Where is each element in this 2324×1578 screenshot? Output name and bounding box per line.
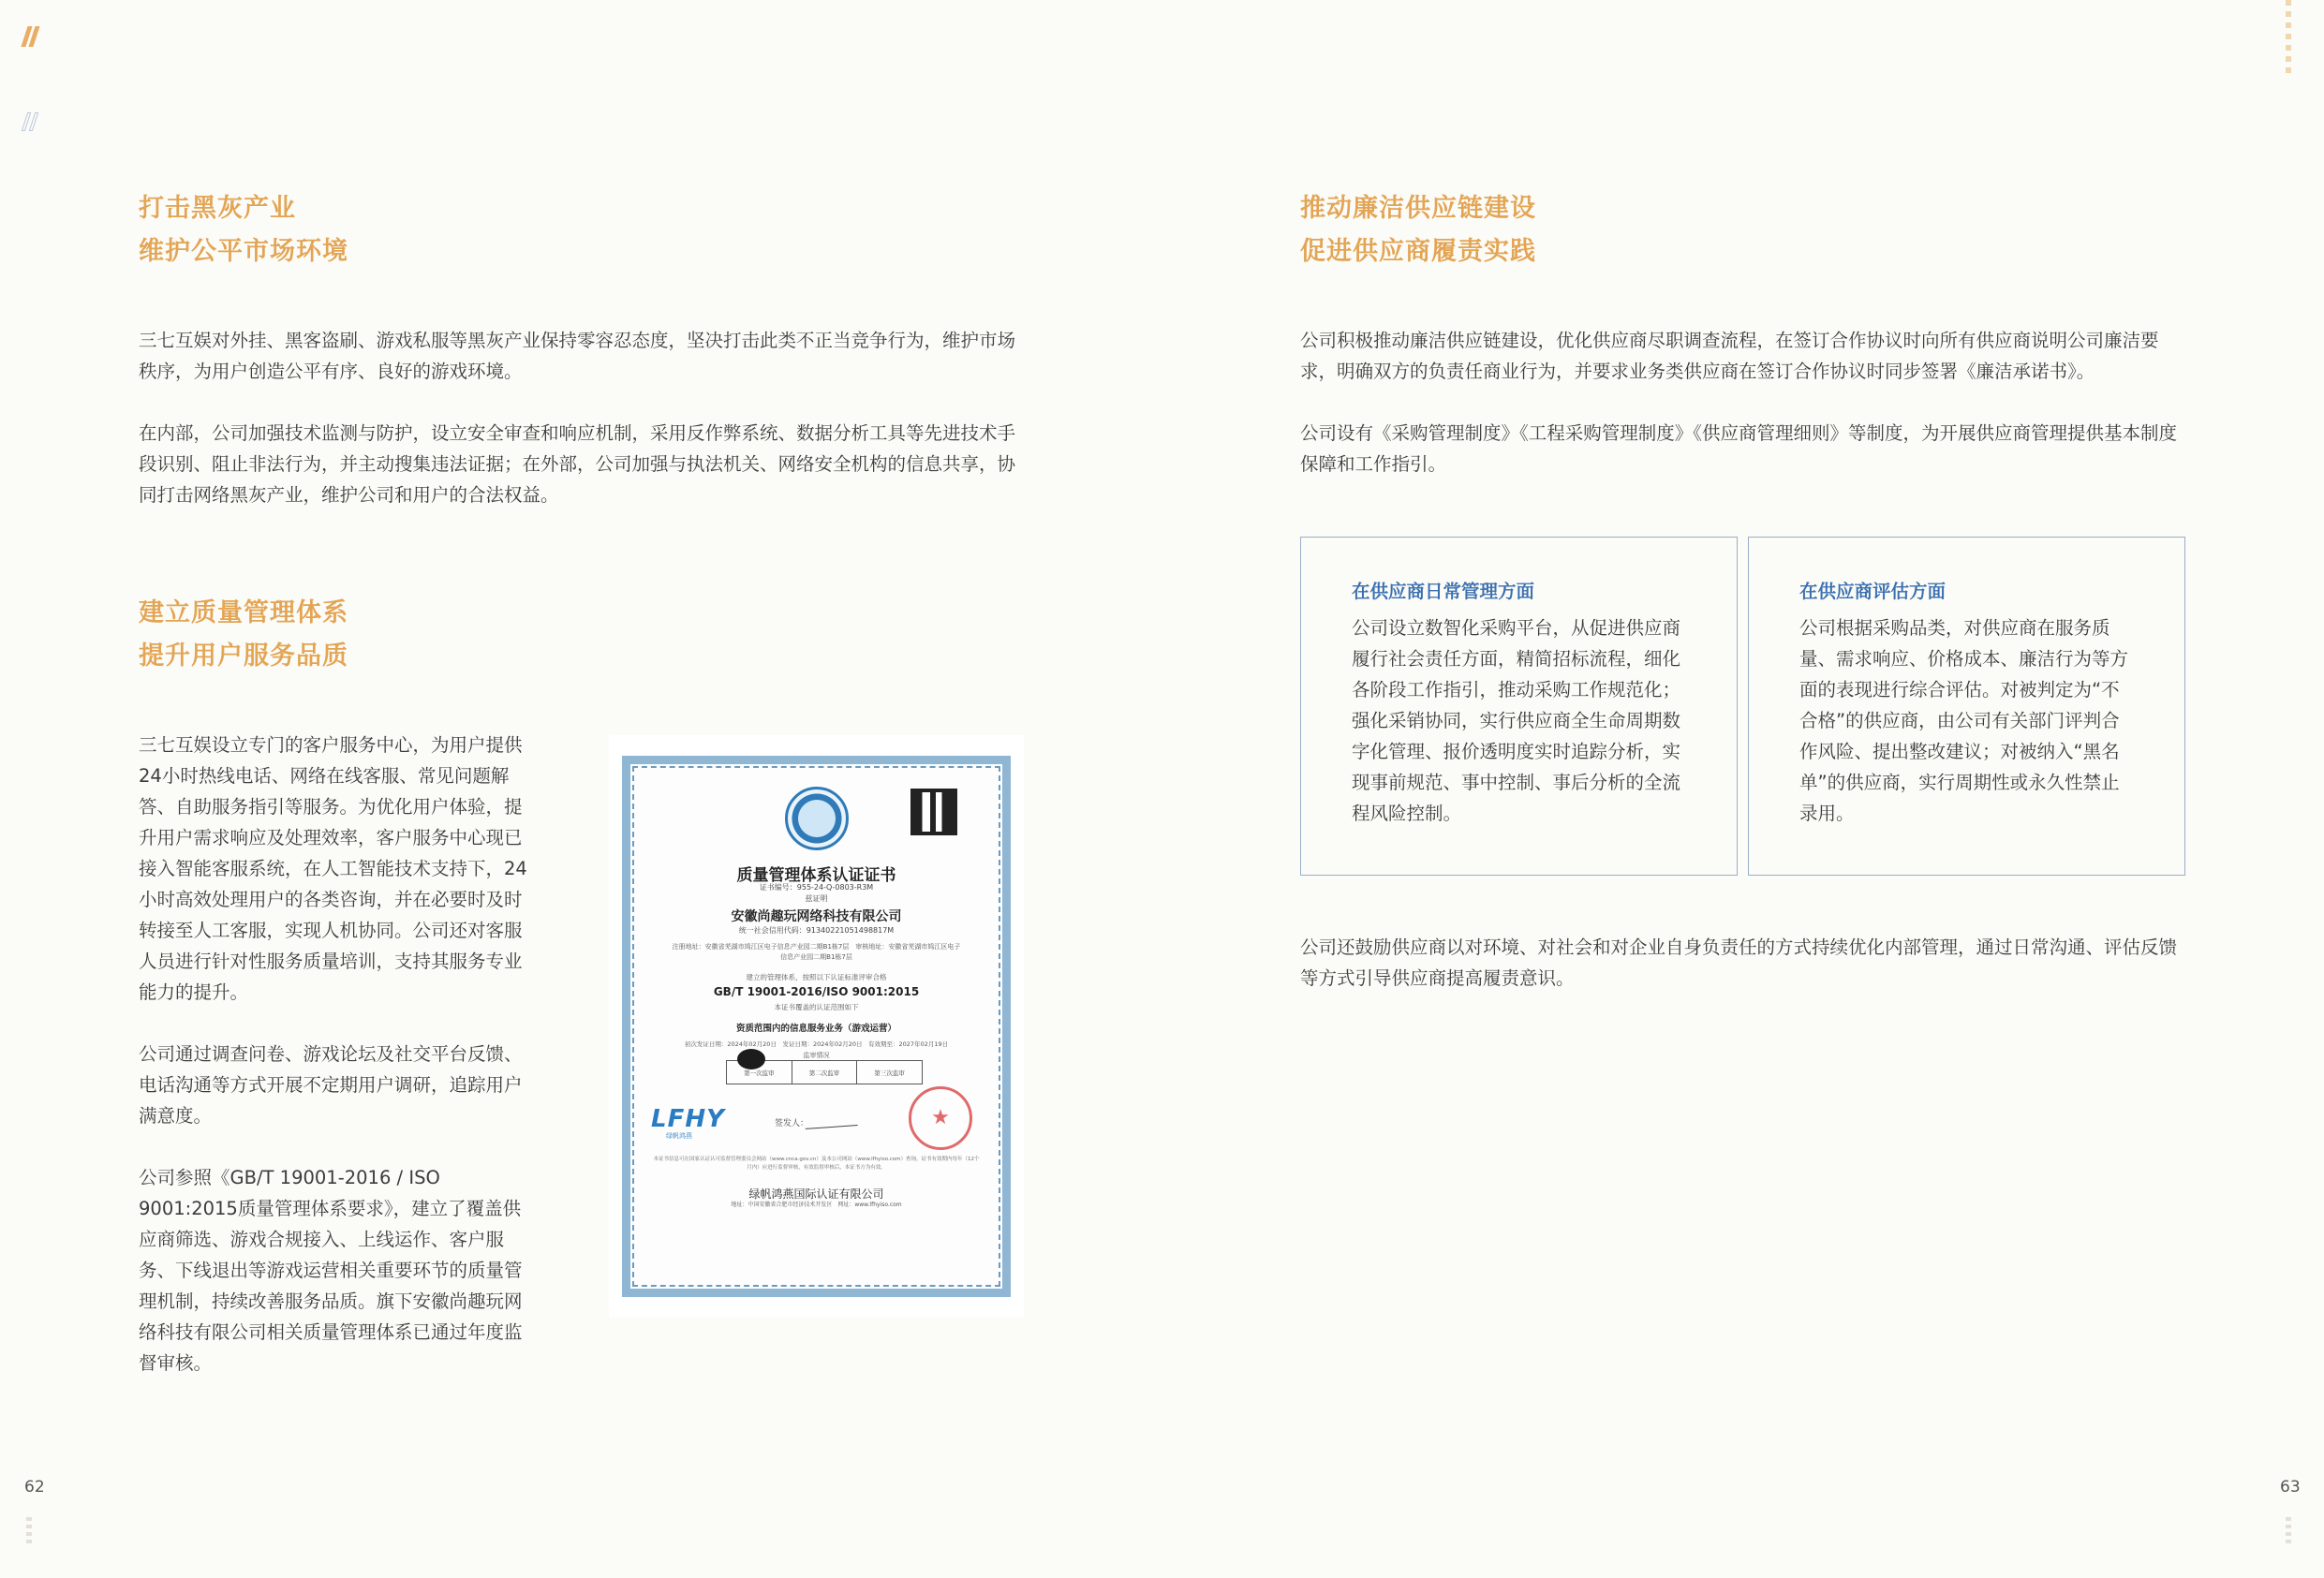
- certificate-scope: 资质范围内的信息服务业务（游戏运营）: [735, 1024, 896, 1034]
- certificate-standard: GB/T 19001-2016/ISO 9001:2015: [713, 985, 920, 998]
- lfhy-logo-subtitle: 绿帆鸿燕: [666, 1132, 692, 1140]
- certificate-address: 注册地址：安徽省芜湖市鸠江区电子信息产业园二期B1栋7层 审核地址：安徽省芜湖市鸠江区电子信息产业园二期B1栋7层: [672, 943, 961, 961]
- section2-body: [139, 730, 532, 1379]
- paragraph: 三七互娱对外挂、黑客盗刷、游戏私服等黑灰产业保持零容忍态度，坚决打击此类不正当竞争行为，维护市场秩序，为用户创造公平有序、良好的游戏环境。: [139, 330, 1016, 382]
- certificate-title: 质量管理体系认证证书: [736, 866, 896, 885]
- orange-stripe-decoration: [22, 26, 39, 47]
- closing-paragraph: [1300, 932, 2190, 994]
- certificate-frame: [622, 756, 1011, 1297]
- blue-stripe-decoration: [22, 112, 39, 133]
- section-heading-supply-chain: [1300, 187, 1536, 273]
- box-title: 在供应商评估方面: [1799, 581, 1947, 602]
- box-text: 公司根据采购品类，对供应商在服务质量、需求响应、价格成本、廉洁行为等方面的表现进行综合评估。对被判定为“不合格”的供应商，由公司有关部门评判合作风险、提出整改建议；对被纳入“黑名单”的供应商，实行周期性或永久性禁止录用。: [1799, 617, 2129, 824]
- box-title: 在供应商日常管理方面: [1352, 581, 1535, 602]
- section1-body: [139, 325, 1029, 510]
- quality-certificate-image: [609, 735, 1024, 1318]
- heading-line-1: 建立质量管理体系: [139, 598, 348, 627]
- heading-line-2: 促进供应商履责实践: [1300, 237, 1536, 266]
- certificate-dates: 初次发证日期：2024年02月20日 发证日期：2024年02月20日 有效期至：2027年02月19日: [684, 1040, 949, 1048]
- audit-cell: 第三次监审: [874, 1069, 905, 1077]
- audit-cell: 第二次监审: [792, 1061, 858, 1084]
- supply-chain-body: [1300, 325, 2190, 479]
- page-number-right: 63: [2280, 1478, 2301, 1497]
- paragraph: 公司还鼓励供应商以对环境、对社会和对企业自身负责任的方式持续优化内部管理，通过日常沟通、评估反馈等方式引导供应商提高履责意识。: [1300, 936, 2178, 989]
- certificate-issuer: 绿帆鸿燕国际认证有限公司: [748, 1187, 884, 1201]
- signature-icon: [804, 1105, 857, 1129]
- certificate-company: 安徽尚趣玩网络科技有限公司: [731, 909, 902, 924]
- heading-line-2: 提升用户服务品质: [139, 642, 348, 671]
- paragraph: 三七互娱设立专门的客户服务中心，为用户提供24小时热线电话、网络在线客服、常见问题解答、自助服务指引等服务。为优化用户体验，提升用户需求响应及处理效率，客户服务中心现已接入智能客服系统，在人工智能技术支持下，24小时高效处理用户的各类咨询，并在必要时及时转接至人工客服，实现人机协同。公司还对客服人员进行针对性服务质量培训，支持其服务专业能力的提升。: [139, 734, 527, 1003]
- redaction-mark: [737, 1049, 765, 1069]
- certificate-fine-print: 本证书信息可在国家认证认可监督管理委员会网站（www.cnca.gov.cn）及本公司网站（www.lfhyiso.com）查询。证书有效期内每年（12个月内）应进行监督审核，有效监督审核后，本证书方为有效。: [653, 1157, 980, 1171]
- certificate-note-2: 本证书覆盖的认证范围如下: [774, 1003, 859, 1011]
- paragraph: 公司设有《采购管理制度》《工程采购管理制度》《供应商管理细则》等制度，为开展供应商管理提供基本制度保障和工作指引。: [1300, 422, 2178, 475]
- certificate-credit-code: 统一社会信用代码：91340221051498817M: [738, 926, 895, 935]
- heading-line-1: 打击黑灰产业: [139, 194, 296, 223]
- page-number-left: 62: [24, 1478, 45, 1497]
- section-heading-black-grey-industry: [139, 187, 348, 273]
- paragraph: 公司通过调查问卷、游戏论坛及社交平台反馈、电话沟通等方式开展不定期用户调研，追踪用户满意度。: [139, 1043, 523, 1127]
- certificate-signer-label: 签发人：: [775, 1119, 809, 1128]
- right-bottom-strip: [2286, 1517, 2291, 1545]
- paragraph: 公司积极推动廉洁供应链建设，优化供应商尽职调查流程，在签订合作协议时向所有供应商说明公司廉洁要求，明确双方的负责任商业行为，并要求业务类供应商在签订合作协议时同步签署《廉洁承诺书》。: [1300, 330, 2159, 382]
- certificate-supervision-label: 监审情况: [803, 1052, 830, 1059]
- lfhy-logo: LFHY: [651, 1105, 725, 1133]
- left-bottom-strip: [26, 1517, 32, 1545]
- box-text: 公司设立数智化采购平台，从促进供应商履行社会责任方面，精简招标流程，细化各阶段工作指引，推动采购工作规范化；强化采销协同，实行供应商全生命周期数字化管理、报价透明度实时追踪分析，实现事前规范、事中控制、事后分析的全流程风险控制。: [1352, 617, 1681, 824]
- certification-emblem-icon: [785, 787, 849, 850]
- box-daily-management: [1300, 537, 1738, 876]
- right-edge-strip: [2286, 0, 2291, 77]
- certificate-sub: 兹证明: [805, 894, 828, 903]
- qr-code-icon: [910, 789, 957, 835]
- audit-cell: 第一次监审: [727, 1061, 792, 1084]
- heading-line-2: 维护公平市场环境: [139, 237, 348, 266]
- paragraph: 在内部，公司加强技术监测与防护，设立安全审查和响应机制，采用反作弊系统、数据分析工具等先进技术手段识别、阻止非法行为，并主动搜集违法证据；在外部，公司加强与执法机关、网络安全机构的信息共享，协同打击网络黑灰产业，维护公司和用户的合法权益。: [139, 422, 1016, 506]
- paragraph: 公司参照《GB/T 19001-2016 / ISO 9001:2015质量管理体系要求》，建立了覆盖供应商筛选、游戏合规接入、上线运作、客户服务、下线退出等游戏运营相关重要环节的质量管理机制，持续改善服务品质。旗下安徽尚趣玩网络科技有限公司相关质量管理体系已通过年度监督审核。: [139, 1167, 523, 1374]
- certificate-note: 建立的管理体系，按照以下认证标准评审合格: [746, 973, 887, 981]
- certificate-issuer-address: 地址：中国安徽省合肥市经济技术开发区 网址：www.lfhyiso.com: [731, 1202, 902, 1208]
- certificate-number: 证书编号：955-24-Q-0803-R3M: [759, 883, 874, 892]
- section-heading-quality-management: [139, 592, 348, 678]
- red-seal-icon: ★: [909, 1086, 972, 1150]
- heading-line-1: 推动廉洁供应链建设: [1300, 194, 1536, 223]
- box-supplier-evaluation: [1748, 537, 2185, 876]
